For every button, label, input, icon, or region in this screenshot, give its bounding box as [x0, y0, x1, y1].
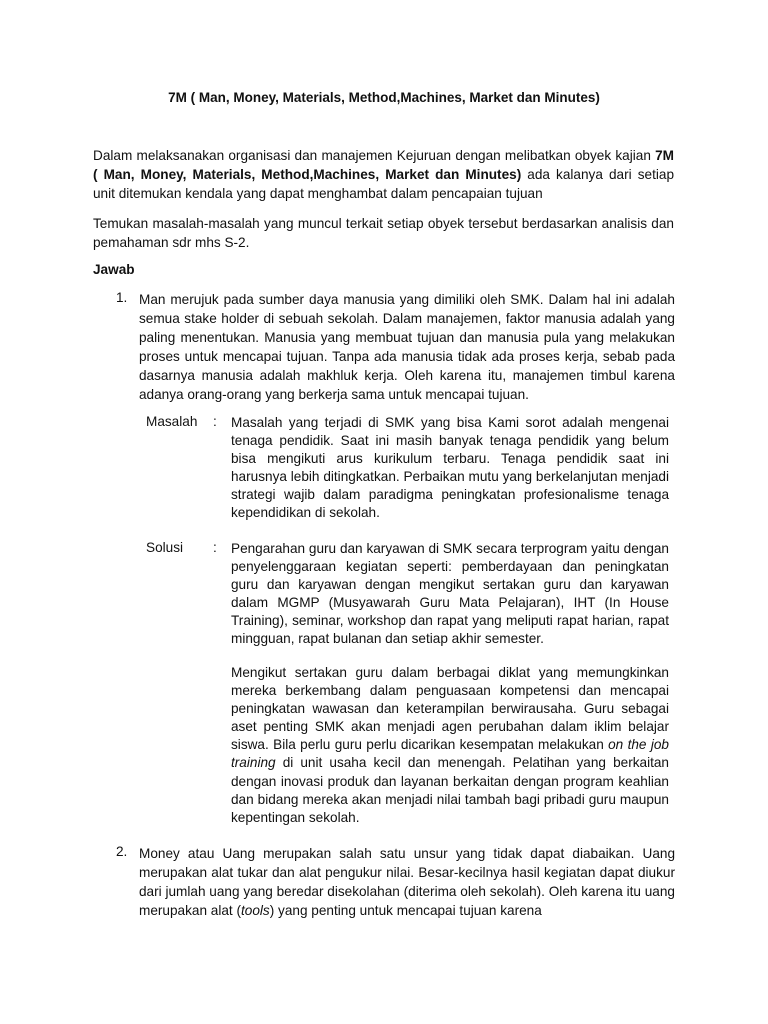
solusi-p2-text-b: di unit usaha kecil dan menengah. Pelatihan yang berkaitan dengan inovasi produk dan layanan berkaitan dengan program keahlian dan bidang mereka akan menjadi nilai tambah bagi pribadi guru maupun kepentingan sekolah.: [231, 755, 669, 825]
masalah-colon: :: [213, 414, 217, 429]
masalah-label: Masalah: [146, 414, 198, 429]
intro-text-bold: 7M ( Man, Money, Materials, Method,Machines, Market dan Minutes): [93, 148, 674, 182]
item2-text-a: Money atau Uang merupakan salah satu unsur yang tidak dapat diabaikan. Uang merupakan alat tukar dan alat pengukur nilai. Besar-kecilnya hasil kegiatan dapat diukur dari jumlah uang yang beredar disekolahan (diterima oleh sekolah). Oleh karena itu uang merupakan alat (: [139, 846, 675, 918]
list-item-text: Man merujuk pada sumber daya manusia yang dimiliki oleh SMK. Dalam hal ini adalah semua stake holder di sebuah sekolah. Dalam manajemen, faktor manusia adalah yang paling menentukan. Manusia yang membuat tujuan dan manusia pula yang melakukan proses untuk mencapai tujuan. Tanpa ada manusia tidak ada proses kerja, sebab pada dasarnya manusia adalah makhluk kerja. Oleh karena itu, manajemen timbul karena adanya orang-orang yang berkerja sama untuk mencapai tujuan.: [139, 292, 675, 402]
list-item-number: 1.: [116, 290, 128, 305]
intro-text-end: ada kalanya dari setiap unit ditemukan kendala yang dapat menghambat dalam pencapaian tujuan: [93, 167, 675, 201]
solusi-label: Solusi: [146, 540, 184, 555]
page-title: 7M ( Man, Money, Materials, Method,Machines, Market dan Minutes): [168, 90, 600, 105]
intro-paragraph-1: [93, 146, 674, 203]
intro-paragraph-2: Temukan masalah-masalah yang muncul terkait setiap obyek tersebut berdasarkan analisis dan pemahaman sdr mhs S-2.: [93, 216, 674, 250]
solusi-colon: :: [213, 540, 217, 555]
solusi-p2-text-a: Mengikut sertakan guru dalam berbagai diklat yang memungkinkan mereka berkembang dalam penguasaan kompetensi dan mencapai peningkatan wawasan dan keterampilan berwirausaha. Guru sebagai aset penting SMK akan menjadi agen perubahan dalam iklim belajar siswa. Bila perlu guru perlu dicarikan kesempatan melakukan: [231, 665, 669, 753]
item2-italic: tools: [241, 903, 270, 918]
masalah-text: Masalah yang terjadi di SMK yang bisa Kami sorot adalah mengenai tenaga pendidik. Saat ini masih banyak tenaga pendidik yang belum bisa mengikuti arus kurikulum terbaru. Tenaga pendidik saat ini harusnya lebih ditingkatkan. Perbaikan mutu yang berkelanjutan menjadi strategi wajib dalam paradigma peningkatan profesionalisme tenaga kependidikan di sekolah.: [231, 415, 669, 521]
list-item-text: [139, 844, 675, 920]
solusi-paragraph-1: Pengarahan guru dan karyawan di SMK secara terprogram yaitu dengan penyelenggaraan kegiatan seperti: pemberdayaan dan peningkatan guru dan karyawan dengan mengikut sertakan guru dan karyawan dalam MGMP (Musyawarah Guru Mata Pelajaran), IHT (In House Training), seminar, workshop dan rapat yang meliputi rapat harian, rapat mingguan, rapat bulanan dan setiap akhir semester.: [231, 541, 669, 647]
answer-heading: Jawab: [93, 262, 135, 277]
solusi-p2-italic: on the job training: [231, 737, 669, 771]
intro-text-start: Dalam melaksanakan organisasi dan manajemen Kejuruan dengan melibatkan obyek kajian: [93, 148, 656, 163]
solusi-paragraph-2: [231, 664, 669, 827]
item2-text-b: ) yang penting untuk mencapai tujuan karena: [269, 903, 542, 918]
list-item-number: 2.: [116, 844, 128, 859]
